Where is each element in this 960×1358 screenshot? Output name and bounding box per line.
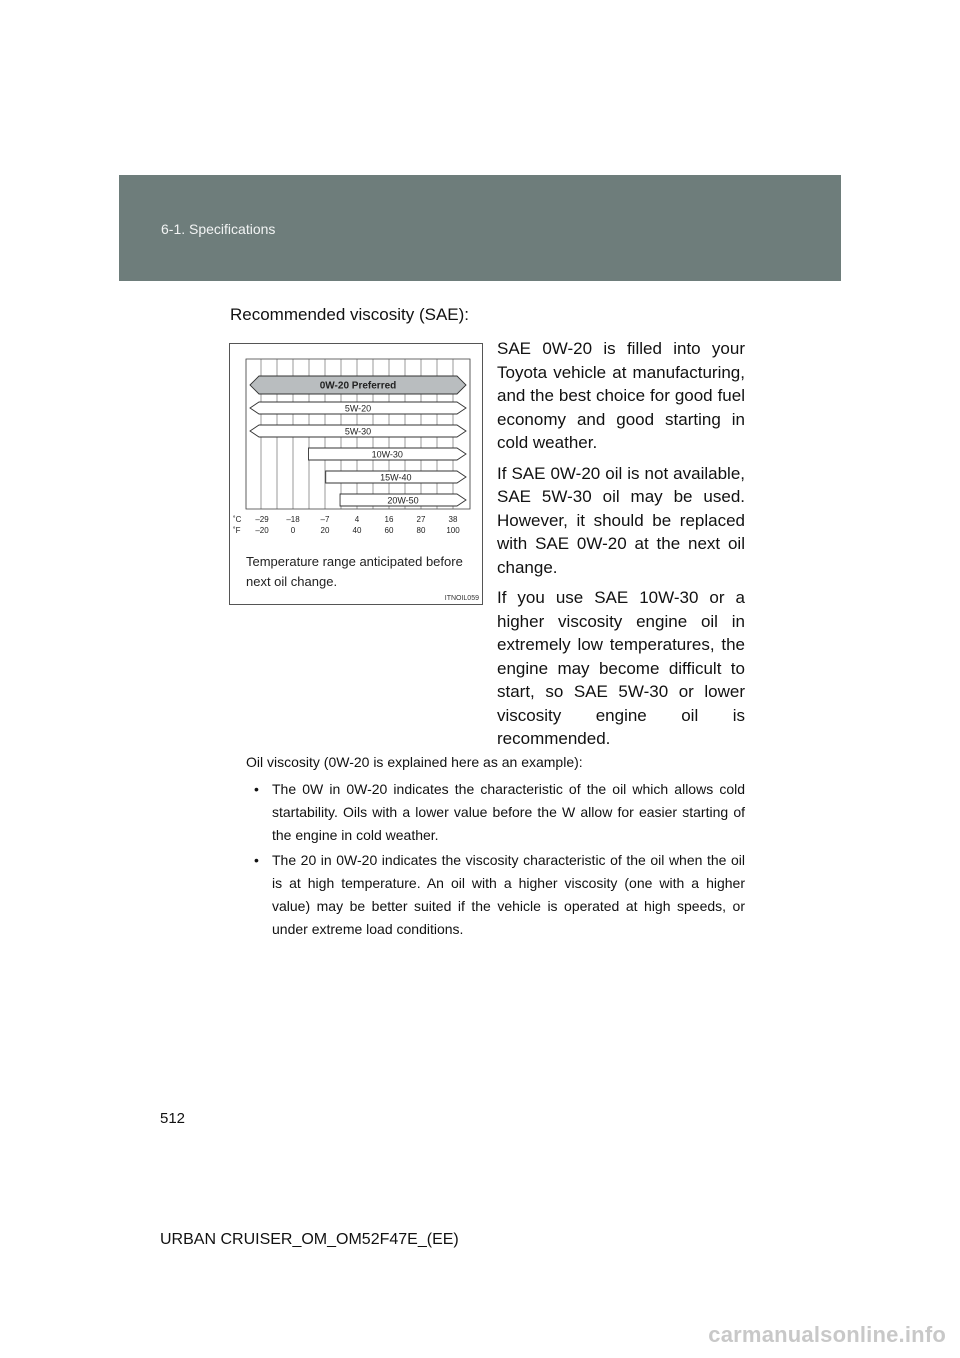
recommendation-text xyxy=(497,337,745,758)
chart-code: ITNOIL059 xyxy=(444,595,479,602)
viscosity-notes xyxy=(246,751,745,943)
bullet-text: The 20 in 0W-20 indicates the viscosity characteristic of the oil when the oil is at high temperature. An oil with a higher viscosity (one with a higher value) may be better suited if the vehicle is operated at high speeds, or under extreme load conditions. xyxy=(272,852,745,937)
page-number: 512 xyxy=(160,1110,186,1127)
bullet-high-temp xyxy=(246,849,745,941)
lead-text: Recommended viscosity (SAE): xyxy=(230,305,470,324)
celsius-tick-5: 27 xyxy=(416,515,426,524)
celsius-tick-2: –7 xyxy=(320,515,330,524)
header-band xyxy=(119,175,841,281)
celsius-tick-3: 4 xyxy=(354,515,360,524)
bullet-dot: • xyxy=(254,781,259,797)
section-title: 6-1. Specifications xyxy=(161,221,276,237)
fahrenheit-tick-6: 100 xyxy=(446,526,460,535)
paragraph-low-temperature: If you use SAE 10W-30 or a higher viscosity engine oil in extremely low temperatures, the engine may become difficult to start, so SAE 5W-30 or lower viscosity engine oil is recommended. xyxy=(497,588,745,748)
bullet-dot: • xyxy=(254,852,259,868)
paragraph-substitute: If SAE 0W-20 oil is not available, SAE 5W-30 oil may be used. However, it should be replaced with SAE 0W-20 at the next oil change. xyxy=(497,463,745,577)
fahrenheit-tick-0: –20 xyxy=(255,526,269,535)
fahrenheit-unit: ˚F xyxy=(233,526,241,535)
watermark-logo: carmanualsonline.info xyxy=(708,1322,946,1347)
celsius-tick-0: –29 xyxy=(255,515,269,524)
fahrenheit-tick-2: 20 xyxy=(320,526,330,535)
viscosity-chart xyxy=(229,343,483,605)
grade-label-15w-40: 15W-40 xyxy=(380,472,412,483)
notes-title: Oil viscosity (0W-20 is explained here as an example): xyxy=(246,754,583,770)
fahrenheit-tick-4: 60 xyxy=(384,526,394,535)
fahrenheit-tick-1: 0 xyxy=(290,526,296,535)
grade-label-10w-30: 10W-30 xyxy=(371,449,403,460)
celsius-tick-6: 38 xyxy=(448,515,458,524)
paragraph-factory-fill: SAE 0W-20 is filled into your Toyota vehicle at manufacturing, and the best choice for good fuel economy and good starting in cold weather. xyxy=(497,339,745,452)
celsius-unit: ˚C xyxy=(233,515,242,524)
fahrenheit-tick-5: 80 xyxy=(416,526,426,535)
bullet-text: The 0W in 0W-20 indicates the characteristic of the oil which allows cold startability. Oils with a lower value before the W allow for easier starting of the engine in cold weather. xyxy=(272,781,745,843)
bullet-cold-start xyxy=(246,778,745,847)
grade-label-0w-20: 0W-20 Preferred xyxy=(319,380,397,392)
grade-label-5w-30: 5W-30 xyxy=(344,426,372,437)
celsius-tick-4: 16 xyxy=(384,515,394,524)
grade-label-20w-50: 20W-50 xyxy=(387,495,419,506)
celsius-tick-1: –18 xyxy=(286,515,300,524)
grade-label-5w-20: 5W-20 xyxy=(344,403,372,414)
chart-caption: Temperature range anticipated before next oil change. xyxy=(246,554,463,589)
fahrenheit-tick-3: 40 xyxy=(352,526,362,535)
footer-doc-code: URBAN CRUISER_OM_OM52F47E_(EE) xyxy=(160,1231,459,1248)
